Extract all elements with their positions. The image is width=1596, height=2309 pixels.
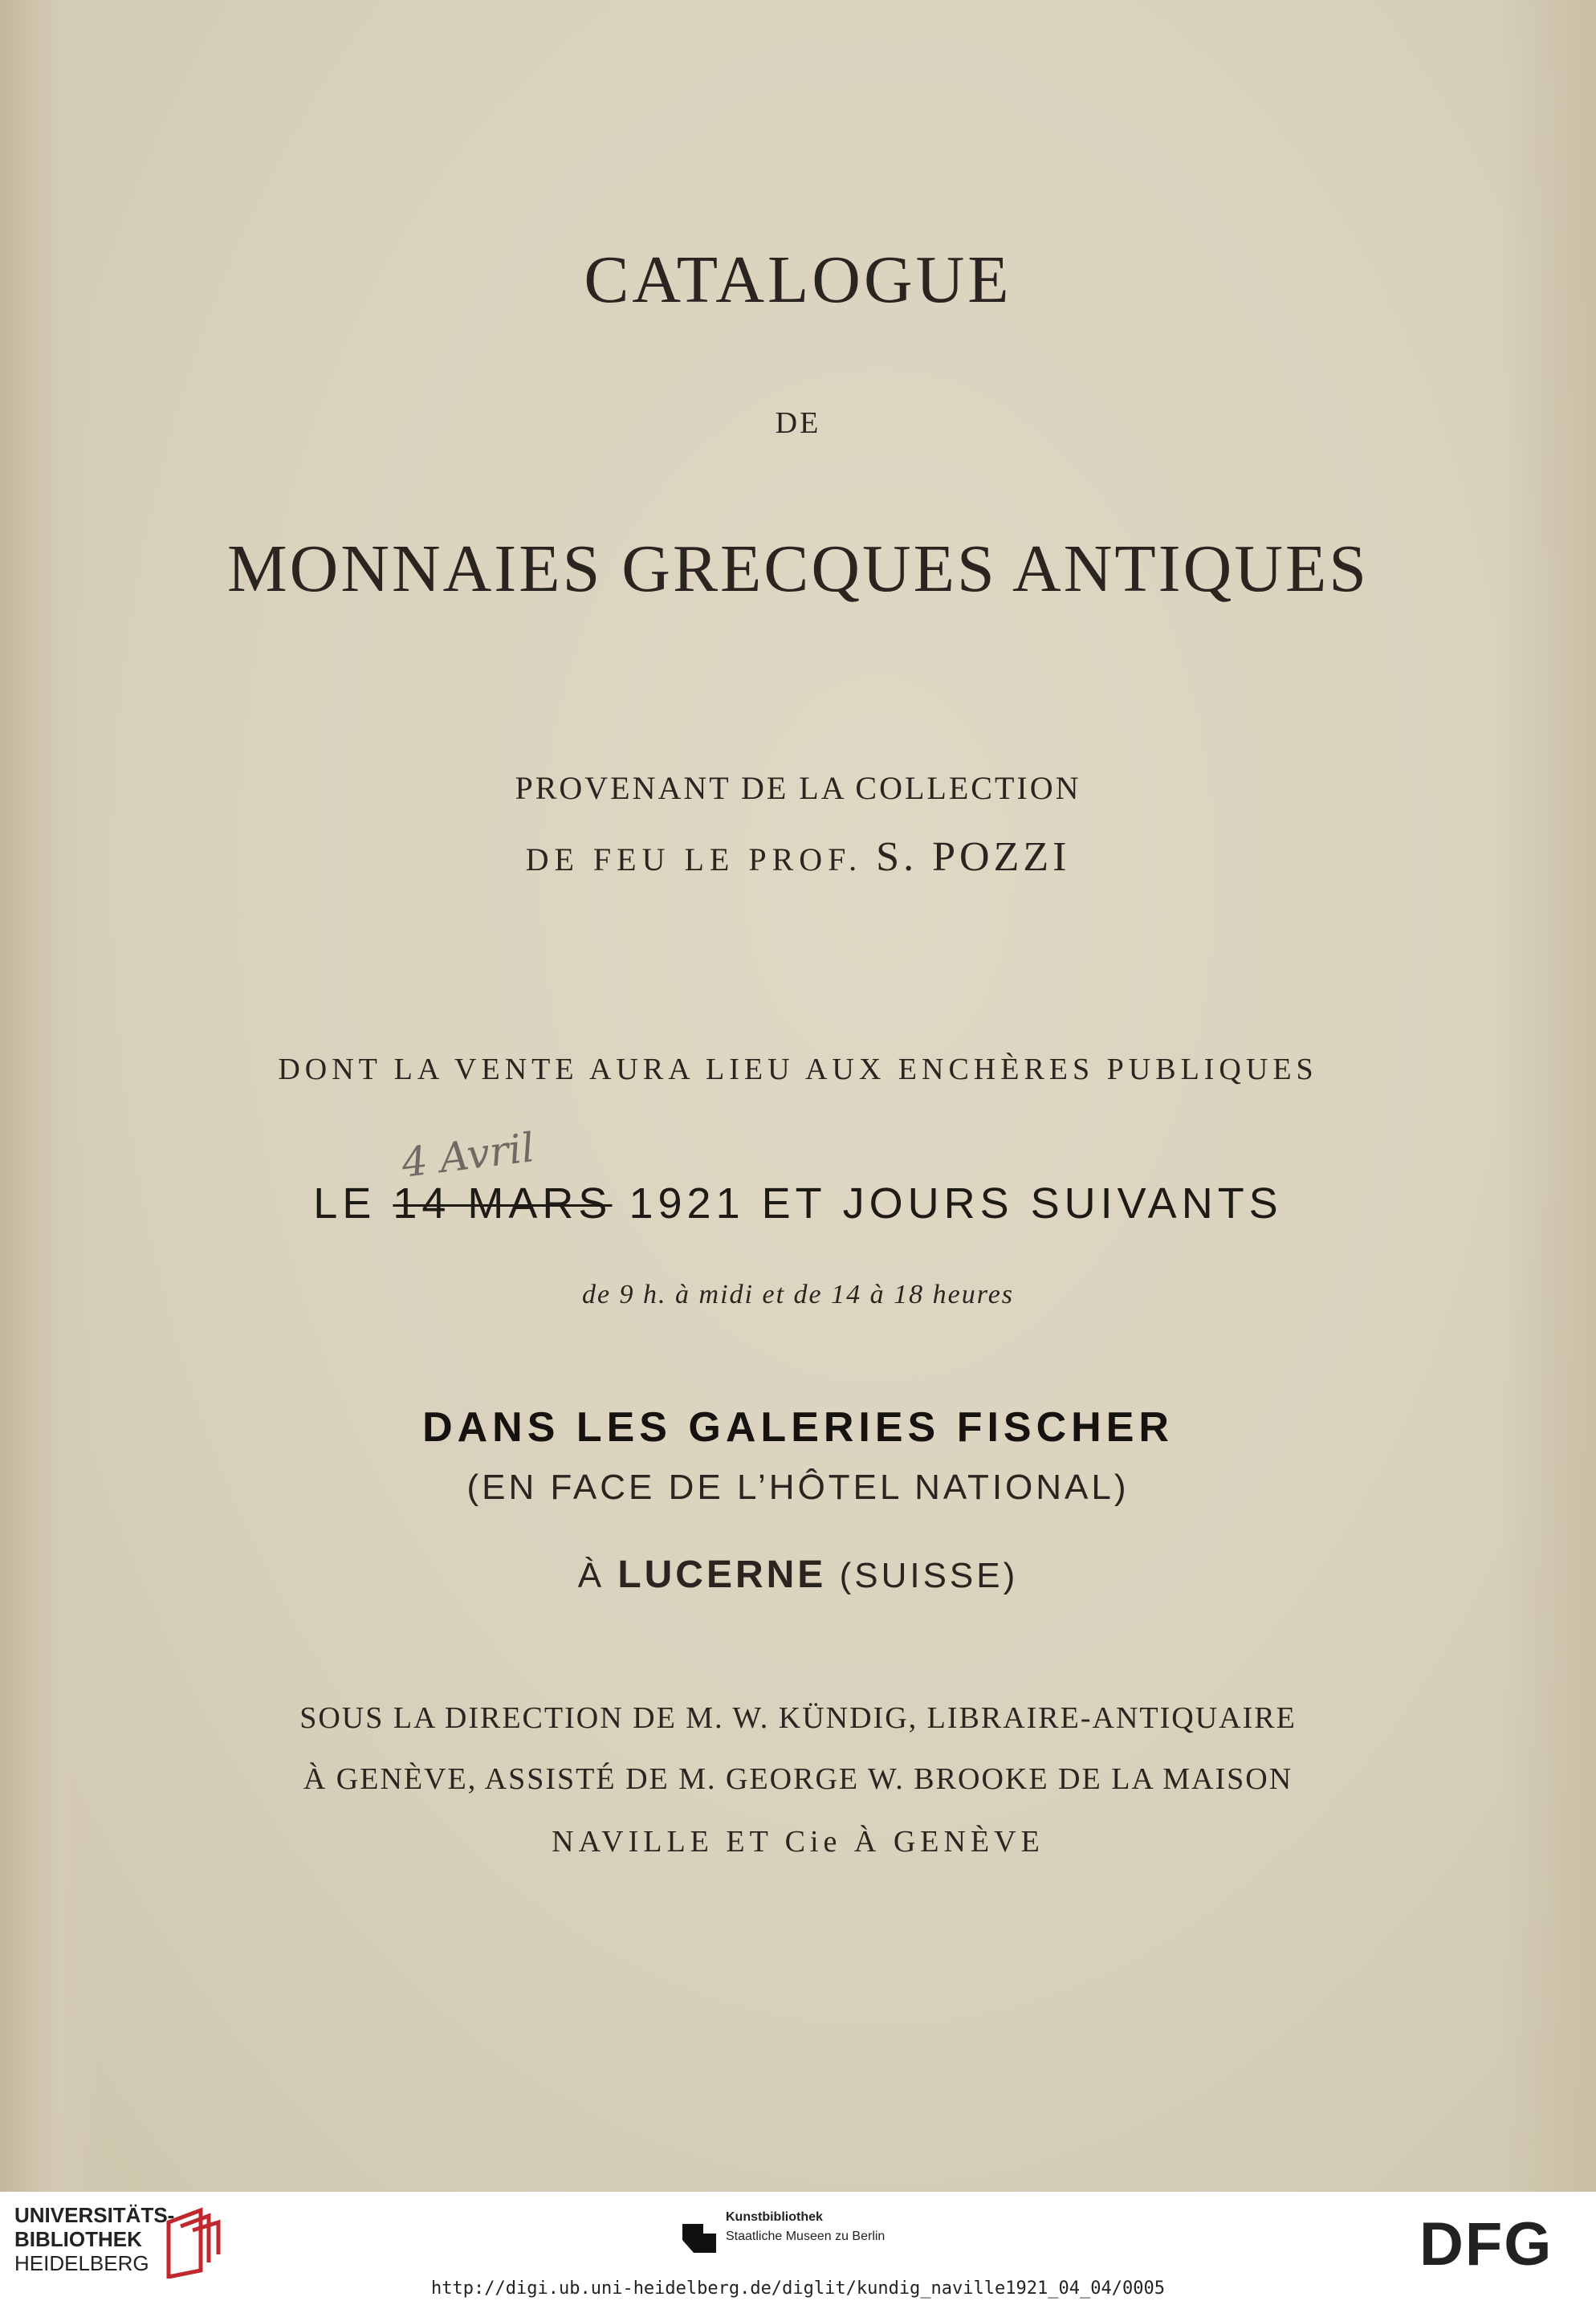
title-connector: DE [775,406,821,440]
kunstbibliothek-label [726,2208,885,2246]
venue-line-3 [0,1553,1596,1597]
kb-line-2: Staatliche Museen zu Berlin [726,2230,886,2243]
collector-name: S. POZZI [876,834,1071,880]
kb-line-1: Kunstbibliothek [726,2210,823,2224]
handwritten-correction: 4 Avril [399,1124,537,1187]
direction-line-1: SOUS LA DIRECTION DE M. W. KÜNDIG, LIBRAIRE-ANTIQUAIRE [299,1701,1297,1735]
direction-line-2: À GENÈVE, ASSISTÉ DE M. GEORGE W. BROOKE DE LA MAISON [303,1762,1293,1796]
venue-prefix: À [577,1556,605,1595]
kunstbibliothek-logo-icon [679,2216,719,2256]
venue-country: (SUISSE) [839,1556,1019,1595]
ub-heidelberg-label [14,2203,174,2275]
sale-date [0,1179,1596,1228]
ub-line-3: HEIDELBERG [14,2251,149,2275]
dfg-logo: DFG [1419,2210,1553,2278]
date-prefix: LE [313,1179,377,1228]
struck-date: 14 MARS [393,1179,613,1228]
permalink-url[interactable]: http://digi.ub.uni-heidelberg.de/diglit/kundig_naville1921_04_04/0005 [431,2278,1165,2299]
provenance-line-1: PROVENANT DE LA COLLECTION [515,770,1081,806]
page-edge-shadow [1500,0,1596,2192]
ub-heidelberg-logo-icon [161,2206,225,2278]
catalogue-title: CATALOGUE [584,242,1012,317]
direction-line-3: NAVILLE ET Cie À GENÈVE [552,1825,1044,1859]
venue-line-1: DANS LES GALERIES FISCHER [422,1404,1174,1451]
sale-announcement: DONT LA VENTE AURA LIEU AUX ENCHÈRES PUBLIQUES [278,1053,1318,1086]
venue-city: LUCERNE [617,1554,827,1596]
provenance-line-2 [0,833,1596,881]
sale-hours: de 9 h. à midi et de 14 à 18 heures [581,1280,1015,1309]
catalogue-subject: MONNAIES GRECQUES ANTIQUES [226,531,1370,606]
ub-line-1: UNIVERSITÄTS- [14,2203,175,2227]
venue-line-2: (EN FACE DE L’HÔTEL NATIONAL) [466,1468,1130,1507]
date-rest: 1921 ET JOURS SUIVANTS [629,1179,1283,1228]
digitization-footer [0,2192,1596,2309]
ub-line-2: BIBLIOTHEK [14,2227,142,2251]
provenance-prefix: DE FEU LE PROF. [525,841,863,878]
